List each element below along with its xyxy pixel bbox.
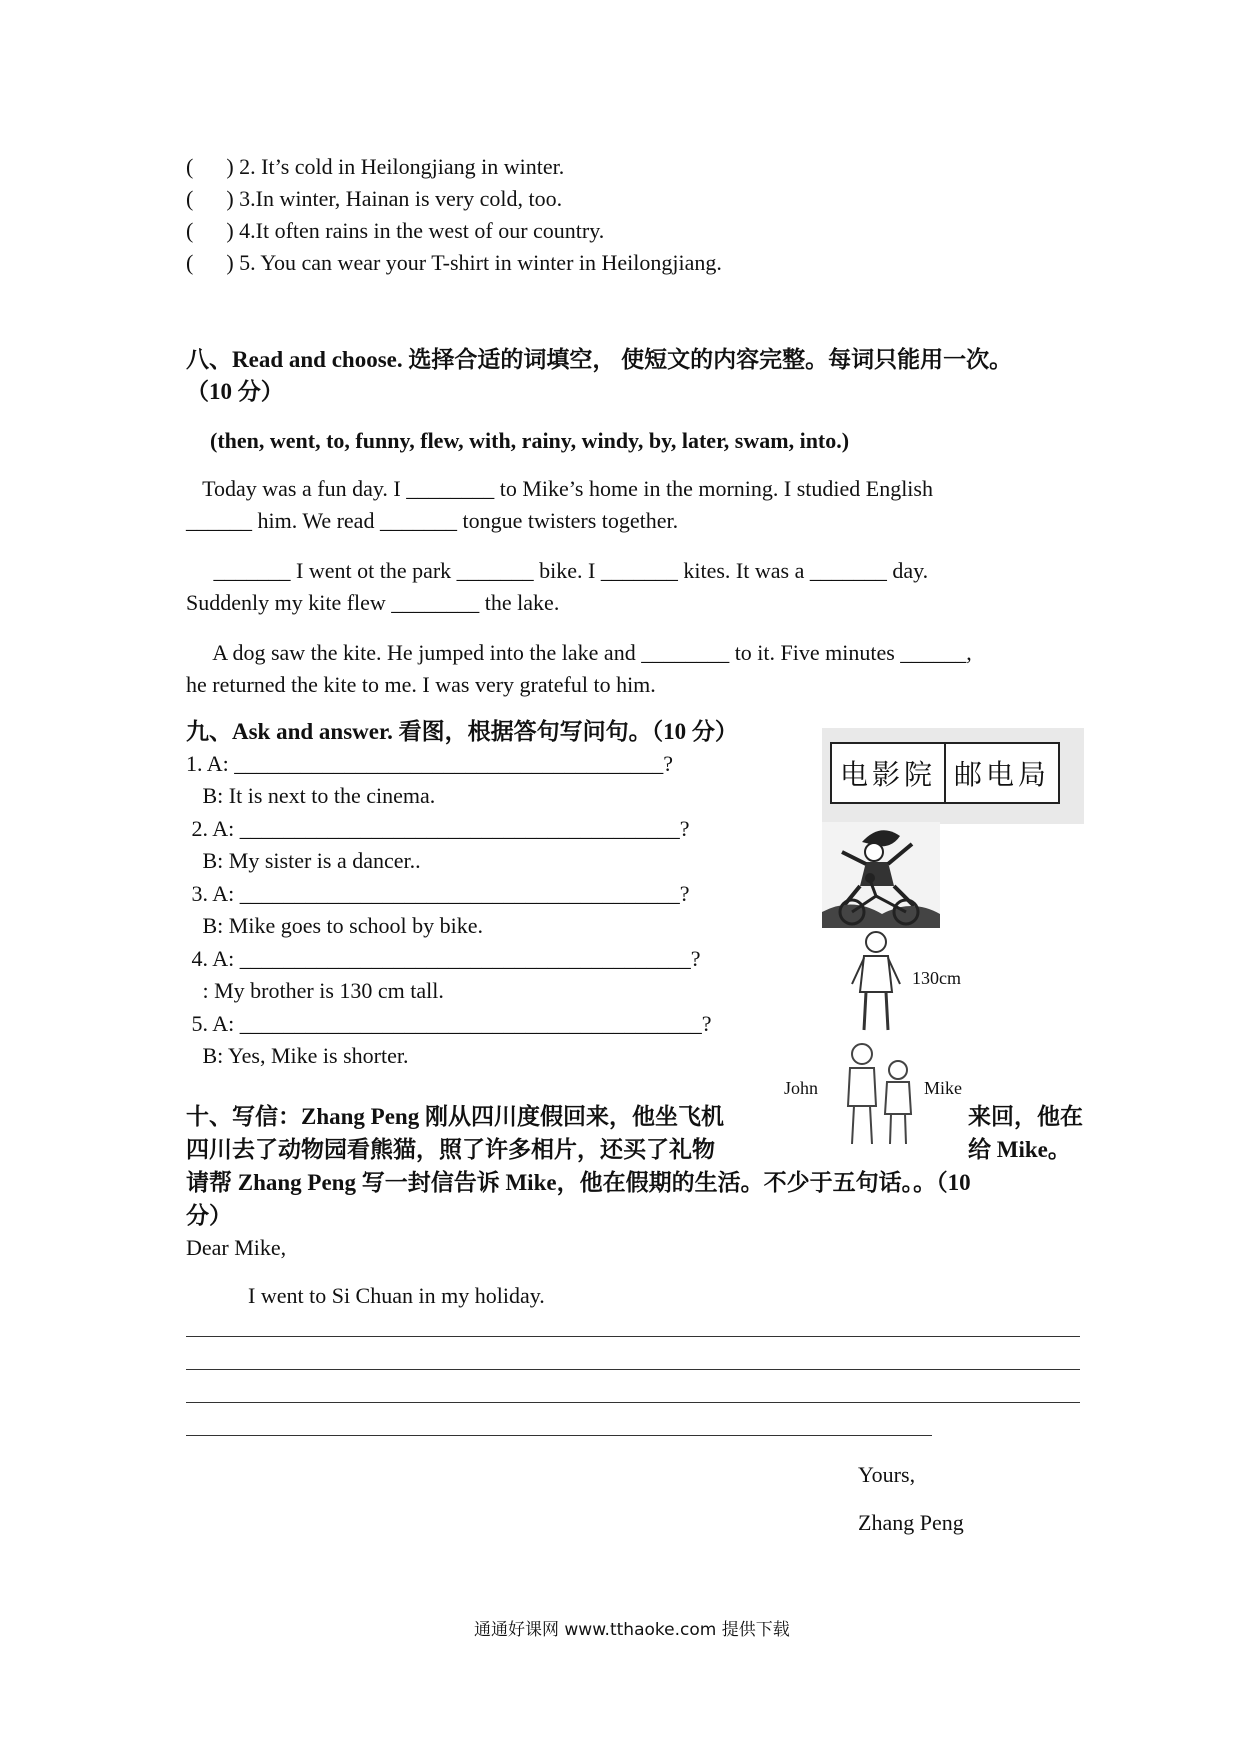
writing-line (186, 1336, 1080, 1337)
letter-greeting: Dear Mike, (186, 1235, 287, 1260)
writing-line (186, 1435, 932, 1436)
letter-closing: Yours, (858, 1462, 916, 1487)
sign-post-office: 邮电局 (953, 758, 1050, 791)
qa-line: 3. A: ________________________________________? (186, 881, 690, 906)
passage-line: Suddenly my kite flew ________ the lake. (186, 590, 560, 615)
writing-line (186, 1402, 1080, 1403)
tf-item-5: ( ) 5. You can wear your T-shirt in winter in Heilongjiang. (186, 250, 722, 275)
section10-title-f: 分） (186, 1203, 232, 1228)
section8-title: 八、Read and choose. 选择合适的词填空， 使短文的内容完整。每词只能用一次。 (186, 347, 1013, 372)
passage-line: ______ him. We read _______ tongue twisters together. (186, 508, 679, 533)
tf-item-3: ( ) 3.In winter, Hainan is very cold, too. (186, 186, 563, 211)
tf-item-2: ( ) 2. It’s cold in Heilongjiang in winter. (186, 154, 565, 179)
writing-line (186, 1369, 1080, 1370)
passage-line: he returned the kite to me. I was very grateful to him. (186, 672, 656, 697)
qa-line: B: Yes, Mike is shorter. (186, 1043, 409, 1068)
tf-item-4: ( ) 4.It often rains in the west of our country. (186, 218, 605, 243)
passage-line: A dog saw the kite. He jumped into the lake and ________ to it. Five minutes ______, (186, 640, 972, 665)
qa-line: B: Mike goes to school by bike. (186, 913, 483, 938)
qa-line: B: My sister is a dancer.. (186, 848, 421, 873)
qa-line: 2. A: ________________________________________? (186, 816, 690, 841)
section8-score: （10 分） (186, 379, 284, 404)
qa-line: 4. A: _________________________________________? (186, 946, 701, 971)
qa-line: B: It is next to the cinema. (186, 783, 436, 808)
passage-line: _______ I went ot the park _______ bike. I _______ kites. It was a _______ day. (186, 558, 929, 583)
qa-line: 1. A: _______________________________________? (186, 751, 674, 776)
section10-title-a: 十、写信：Zhang Peng 刚从四川度假回来，他坐飞机 (186, 1104, 724, 1129)
name-mike: Mike (924, 1078, 962, 1098)
letter-signature: Zhang Peng (858, 1510, 964, 1535)
word-bank: (then, went, to, funny, flew, with, rainy, windy, by, later, swam, into.) (210, 428, 850, 453)
height-label: 130cm (912, 968, 961, 988)
qa-line: : My brother is 130 cm tall. (186, 978, 444, 1003)
signboard (830, 742, 1060, 804)
boy-height-illustration (846, 928, 906, 1034)
qa-line: 5. A: __________________________________________? (186, 1011, 712, 1036)
letter-first-line: I went to Si Chuan in my holiday. (248, 1283, 545, 1308)
section10-title-b: 来回，他在 (968, 1104, 1083, 1129)
section9-title: 九、Ask and answer. 看图，根据答句写问句。（10 分） (186, 719, 738, 744)
john-mike-illustration (834, 1040, 924, 1146)
passage-line: Today was a fun day. I ________ to Mike’s home in the morning. I studied English (186, 476, 933, 501)
page-footer: 通通好课网 www.tthaoke.com 提供下载 (474, 1620, 790, 1640)
section10-title-e: 请帮 Zhang Peng 写一封信告诉 Mike，他在假期的生活。不少于五句话。。（10 (186, 1170, 971, 1195)
section10-title-c: 四川去了动物园看熊猫，照了许多相片，还买了礼物 (186, 1137, 715, 1162)
section10-title-d: 给 Mike。 (968, 1137, 1071, 1162)
name-john: John (784, 1078, 819, 1098)
sign-cinema: 电影院 (832, 744, 946, 802)
bike-illustration (830, 872, 936, 928)
